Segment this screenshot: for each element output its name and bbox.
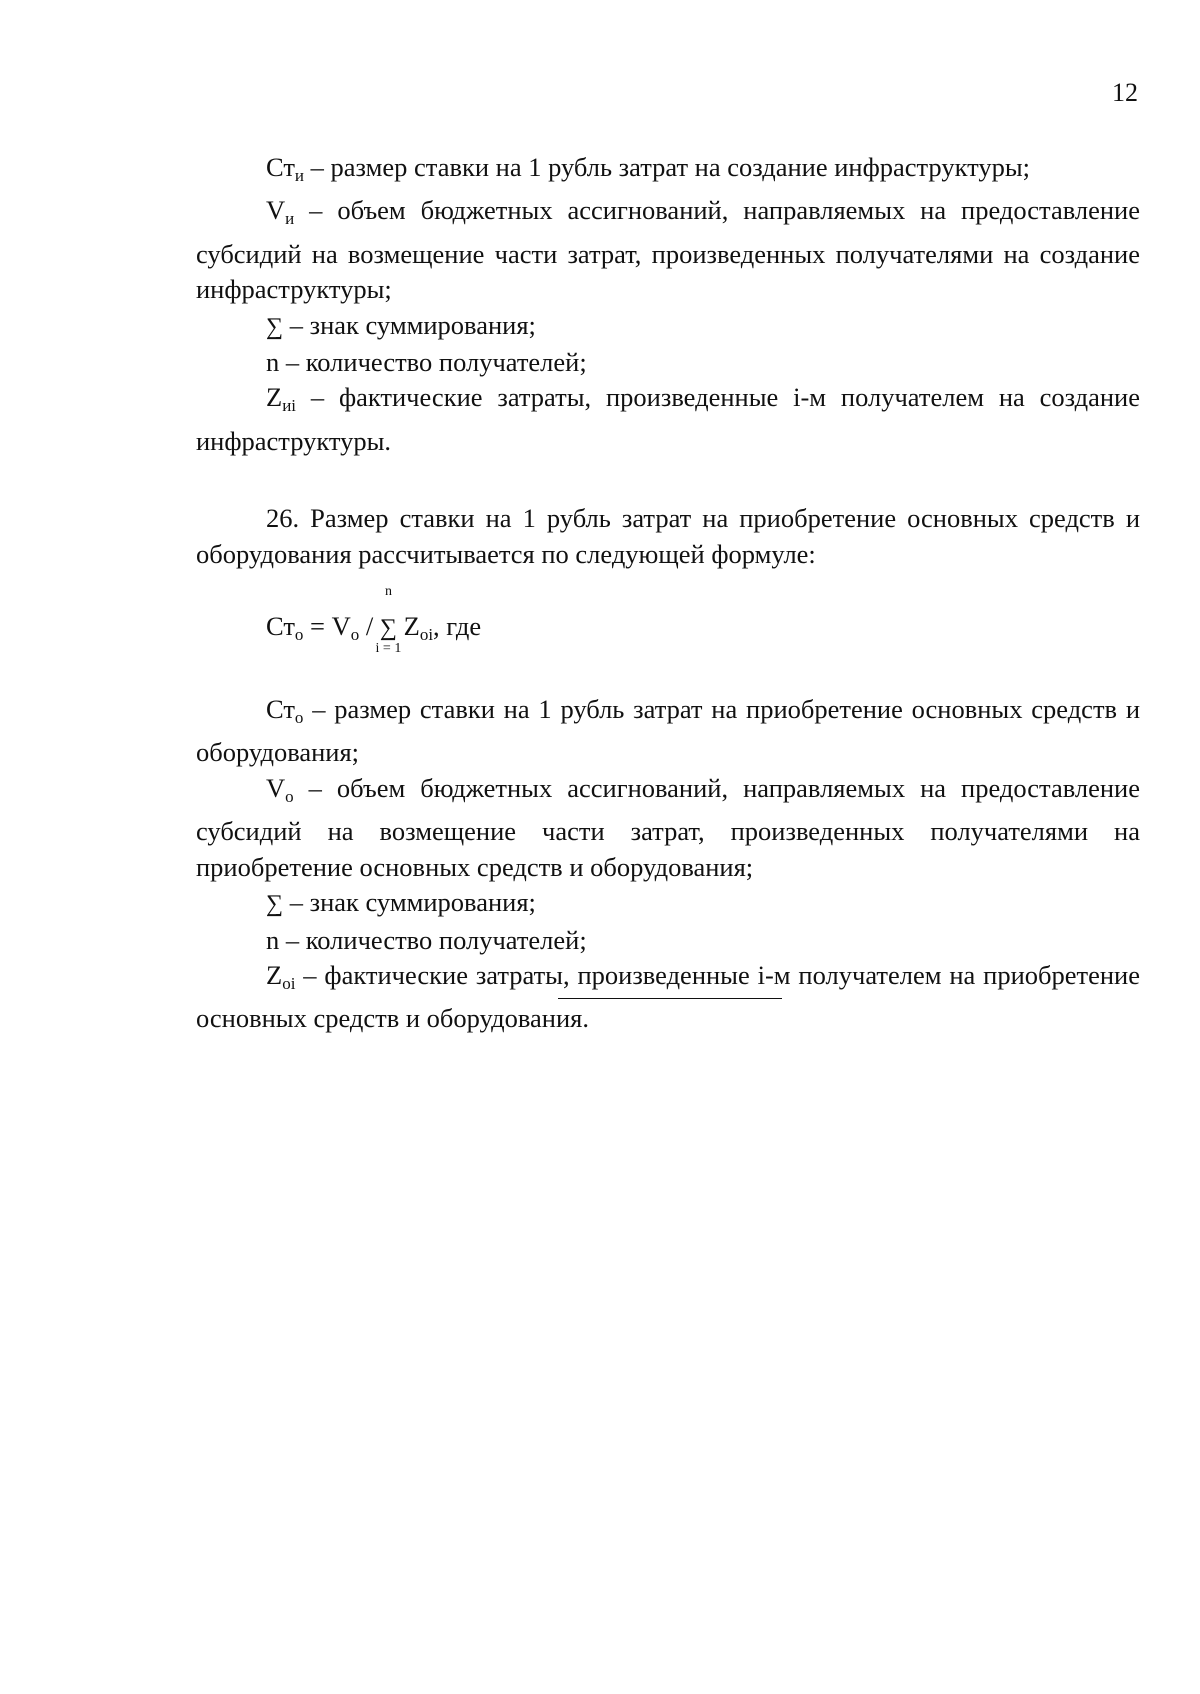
page-number: 12 bbox=[1112, 78, 1138, 107]
symbol-z: Z bbox=[266, 959, 283, 990]
summation bbox=[375, 584, 402, 657]
definition-text: – размер ставки на 1 рубль затрат на создание инфраструктуры; bbox=[304, 152, 1030, 182]
paragraph-26: 26. Размер ставки на 1 рубль затрат на приобретение основных средств и оборудования рассчитывается по следующей формуле: bbox=[196, 503, 1140, 569]
definition-ct-o bbox=[196, 692, 1140, 771]
formula-z: Z bbox=[397, 611, 420, 642]
definition-text: – фактические затраты, произведенные i-м получателем на приобретение основных средств и оборудования. bbox=[196, 959, 1140, 1034]
symbol-v: V bbox=[266, 195, 286, 226]
definition-text: – знак суммирования; bbox=[283, 887, 536, 918]
formula-ct-subscript: о bbox=[294, 625, 304, 645]
definition-sigma bbox=[196, 308, 1140, 345]
subscript-o: о bbox=[294, 708, 304, 728]
summation-upper-limit: n bbox=[384, 584, 392, 600]
formula-slash: / bbox=[359, 611, 380, 642]
formula-z-subscript: оi bbox=[419, 625, 434, 645]
formula-equals: = bbox=[303, 611, 332, 642]
definition-text: – фактические затраты, произведенные i-м получателем на создание инфраструктуры. bbox=[196, 382, 1140, 456]
definition-text: – знак суммирования; bbox=[283, 309, 536, 340]
end-of-document-rule bbox=[558, 998, 782, 999]
subscript-i: иi bbox=[282, 396, 297, 416]
subscript-i: и bbox=[285, 209, 295, 229]
document-body bbox=[196, 150, 1140, 1037]
definition-z-i bbox=[196, 380, 1140, 459]
formula-line bbox=[266, 584, 482, 657]
definition-n: n – количество получателей; bbox=[266, 924, 587, 955]
definition-text: – объем бюджетных ассигнований, направляемых на предоставление субсидий на возмещение части затрат, произведенных получателями на приобретение основных средств и оборудования; bbox=[196, 772, 1140, 882]
summation-lower-limit: i = 1 bbox=[375, 641, 402, 657]
formula-v-subscript: о bbox=[350, 625, 360, 645]
subscript-o: оi bbox=[282, 973, 296, 993]
subscript-o: о bbox=[285, 786, 294, 806]
definition-n: n – количество получателей; bbox=[266, 347, 587, 378]
formula-ct: Ст bbox=[266, 611, 295, 642]
definition-v-o bbox=[196, 771, 1140, 885]
sigma-symbol: ∑ bbox=[266, 313, 284, 340]
paragraph-gap bbox=[196, 459, 1140, 501]
definition-ct-i bbox=[196, 150, 1140, 193]
summation-sigma: ∑ bbox=[379, 615, 397, 642]
definition-sigma bbox=[196, 885, 1140, 922]
symbol-ct: Ст bbox=[266, 694, 295, 725]
definition-text: – объем бюджетных ассигнований, направляемых на предоставление субсидий на возмещение части затрат, произведенных получателями на создание инфраструктуры; bbox=[196, 195, 1140, 305]
formula bbox=[266, 584, 1140, 676]
definition-text: – размер ставки на 1 рубль затрат на приобретение основных средств и оборудования; bbox=[196, 694, 1140, 768]
subscript-i: и bbox=[294, 166, 305, 185]
formula-v: V bbox=[331, 611, 351, 642]
sigma-symbol: ∑ bbox=[266, 891, 284, 918]
symbol-z: Z bbox=[266, 382, 283, 413]
definition-v-i bbox=[196, 193, 1140, 307]
symbol-ct: Ст bbox=[266, 152, 295, 182]
formula-tail: , где bbox=[433, 611, 482, 642]
symbol-v: V bbox=[266, 772, 286, 803]
